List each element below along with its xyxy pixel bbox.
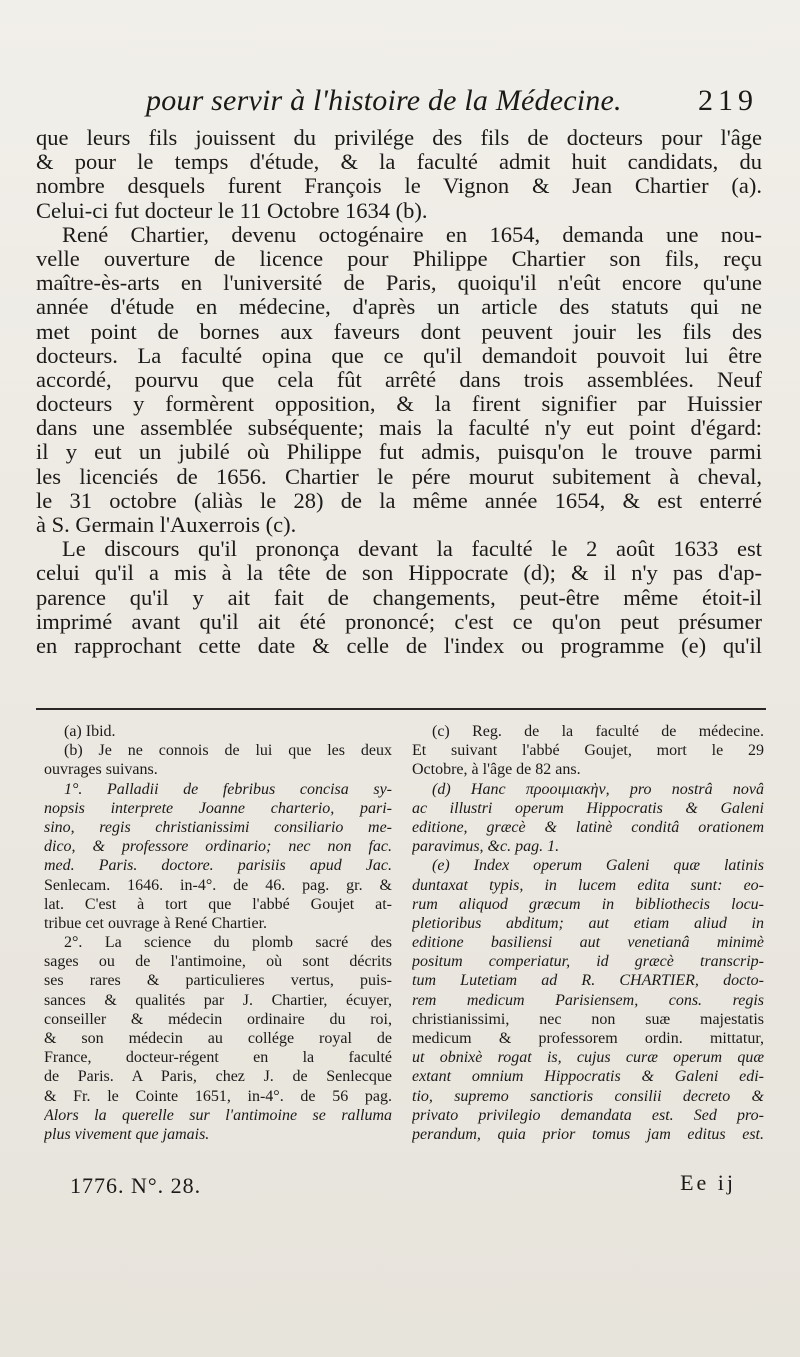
footnote-line: medicum & professorem ordin. mittatur,	[412, 1030, 764, 1047]
text-line: Le discours qu'il prononça devant la faculté le 2 août 1633 est	[62, 537, 762, 562]
text-line: velle ouverture de licence pour Philippe Chartier son fils, reçu	[36, 246, 762, 271]
footnote-line: Et suivant l'abbé Goujet, mort le 29	[412, 742, 764, 760]
footnotes-right-column	[412, 722, 764, 1144]
page-header	[36, 80, 764, 128]
text-line: à S. Germain l'Auxerrois (c).	[36, 513, 297, 537]
text-line: nombre desquels furent François le Vignon & Jean Chartier (a).	[36, 174, 762, 199]
footnote-line: rem medicum Parisiensem, cons. regis	[412, 991, 764, 1009]
text-line: dans une assemblée subséquente; mais la faculté n'y eut point d'égard:	[36, 416, 762, 441]
quire-signature: Ee ij	[680, 1170, 736, 1195]
footnote-line: tio, supremo sanctioris consilii decreto &	[412, 1087, 764, 1105]
footnote-line: ses rares & particulieres vertus, puis-	[44, 972, 392, 990]
text-line: met point de bornes aux faveurs dont peuvent jouir les fils des	[36, 319, 762, 344]
text-line: il y eut un jubilé où Philippe fut admis, puisqu'on le trouve parmi	[36, 440, 762, 465]
footnote-line: pletioribus abditum; aut etiam aliud in	[412, 914, 764, 932]
footnote-line: positum comperiatur, id græcè transcrip-	[412, 953, 764, 971]
footnote-line: christianissimi, nec non suæ majestatis	[412, 1010, 764, 1028]
text-line: maître-ès-arts en l'université de Paris, quoiqu'il n'eût encore qu'une	[36, 271, 762, 296]
footnote-line: dico, & professore ordinario; nec non fac.	[44, 838, 392, 856]
footnotes-left-column	[44, 722, 392, 1144]
footnote-line: France, docteur-régent en la faculté	[44, 1049, 392, 1067]
footnote-line: ouvrages suivans.	[44, 761, 158, 779]
text-line: celui qu'il a mis à la tête de son Hippocrate (d); & il n'y pas d'ap-	[36, 561, 762, 586]
text-line: docteurs. La faculté opina que ce qu'il demandoit pouvoit lui être	[36, 343, 762, 368]
footnote-line: editione basiliensi aut venetianâ minimè	[412, 934, 764, 952]
footnote-line: duntaxat typis, in lucem edita sunt: eo-	[412, 876, 764, 894]
footnote-line: rum aliquod græcum in bibliothecis locu-	[412, 895, 764, 913]
footnote-line: tum Lutetiam ad R. CHARTIER, docto-	[412, 972, 764, 990]
footnote-line: 1°. Palladii de febribus concisa sy-	[64, 780, 392, 798]
footnote-line: lat. C'est à tort que l'abbé Goujet at-	[44, 895, 392, 913]
text-line: & pour le temps d'étude, & la faculté admit huit candidats, du	[36, 150, 762, 175]
footnote-line: extant omnium Hippocratis & Galeni edi-	[412, 1068, 764, 1086]
footnote-line: 2°. La science du plomb sacré des	[64, 934, 392, 952]
running-title: pour servir à l'histoire de la Médecine.	[146, 84, 622, 117]
text-line: accordé, pourvu que cela fût arrêté dans trois assemblées. Neuf	[36, 367, 762, 392]
footnote-line: nopsis interprete Joanne charterio, pari-	[44, 799, 392, 817]
footnote-line: plus vivement que jamais.	[44, 1125, 210, 1143]
footnote-line: (c) Reg. de la faculté de médecine.	[432, 723, 764, 740]
page-number: 219	[698, 84, 758, 117]
footnote-line: (d) Hanc προοιμιακὴν, pro nostrâ novâ	[432, 780, 764, 798]
footnote-line: sances & qualités par J. Chartier, écuyer,	[44, 991, 392, 1009]
footnote-line: (e) Index operum Galeni quæ latinis	[432, 857, 764, 875]
footnote-line: Octobre, à l'âge de 82 ans.	[412, 761, 581, 779]
footnote-rule	[36, 708, 766, 710]
text-line: les licenciés de 1656. Chartier le pére mourut subitement à cheval,	[36, 464, 762, 489]
text-line: en rapprochant cette date & celle de l'index ou programme (e) qu'il	[36, 633, 762, 658]
footnote-line: de Paris. A Paris, chez J. de Senlecque	[44, 1068, 392, 1086]
footnote-line: & son médecin au collége royal de	[44, 1030, 392, 1047]
footnote-line: (a) Ibid.	[64, 723, 116, 740]
footnote-line: perandum, quia prior tomus jam editus est.	[412, 1125, 764, 1143]
footnote-line: med. Paris. doctore. parisiis apud Jac.	[44, 857, 392, 875]
footnote-line: Alors la querelle sur l'antimoine se ralluma	[44, 1106, 392, 1124]
footnote-line: sages ou de l'antimoine, où sont décrits	[44, 953, 392, 971]
main-text	[36, 126, 762, 658]
text-line: imprimé avant qu'il ait été prononcé; c'est ce qu'on peut présumer	[36, 609, 762, 634]
footnote-line: editione, græcè & latinè conditâ orationem	[412, 818, 764, 836]
footnote-line: ac illustri operum Hippocratis & Galeni	[412, 799, 764, 817]
text-line: que leurs fils jouissent du privilége des fils de docteurs pour l'âge	[36, 126, 762, 150]
text-line: parence qu'il y ait fait de changements, peut-être même étoit-il	[36, 585, 762, 610]
footnote-line: conseiller & médecin ordinaire du roi,	[44, 1010, 392, 1028]
footnote-line: & Fr. le Cointe 1651, in-4°. de 56 pag.	[44, 1087, 392, 1105]
text-line: docteurs y formèrent opposition, & la firent signifier par Huissier	[36, 392, 762, 417]
text-line: Celui-ci fut docteur le 11 Octobre 1634 (b).	[36, 198, 428, 223]
footnote-line: (b) Je ne connois de lui que les deux	[64, 742, 392, 760]
text-line: René Chartier, devenu octogénaire en 1654, demanda une nou-	[62, 222, 762, 247]
footnote-line: sino, regis christianissimi consiliario me-	[44, 818, 392, 836]
footnote-line: tribue cet ouvrage à René Chartier.	[44, 914, 268, 932]
printer-signature-mark: 1776. N°. 28.	[70, 1173, 202, 1198]
footnote-line: paravimus, &c. pag. 1.	[412, 838, 560, 856]
footnote-line: Senlecam. 1646. in-4°. de 46. pag. gr. &	[44, 876, 392, 894]
footnote-line: ut obnixè rogat is, cujus curæ operum quæ	[412, 1049, 764, 1067]
footnote-line: privato privilegio demandata est. Sed pro-	[412, 1106, 764, 1124]
text-line: année d'étude en médecine, d'après un article des statuts qui ne	[36, 295, 762, 320]
text-line: le 31 octobre (aliàs le 28) de la même année 1654, & est enterré	[36, 488, 762, 513]
